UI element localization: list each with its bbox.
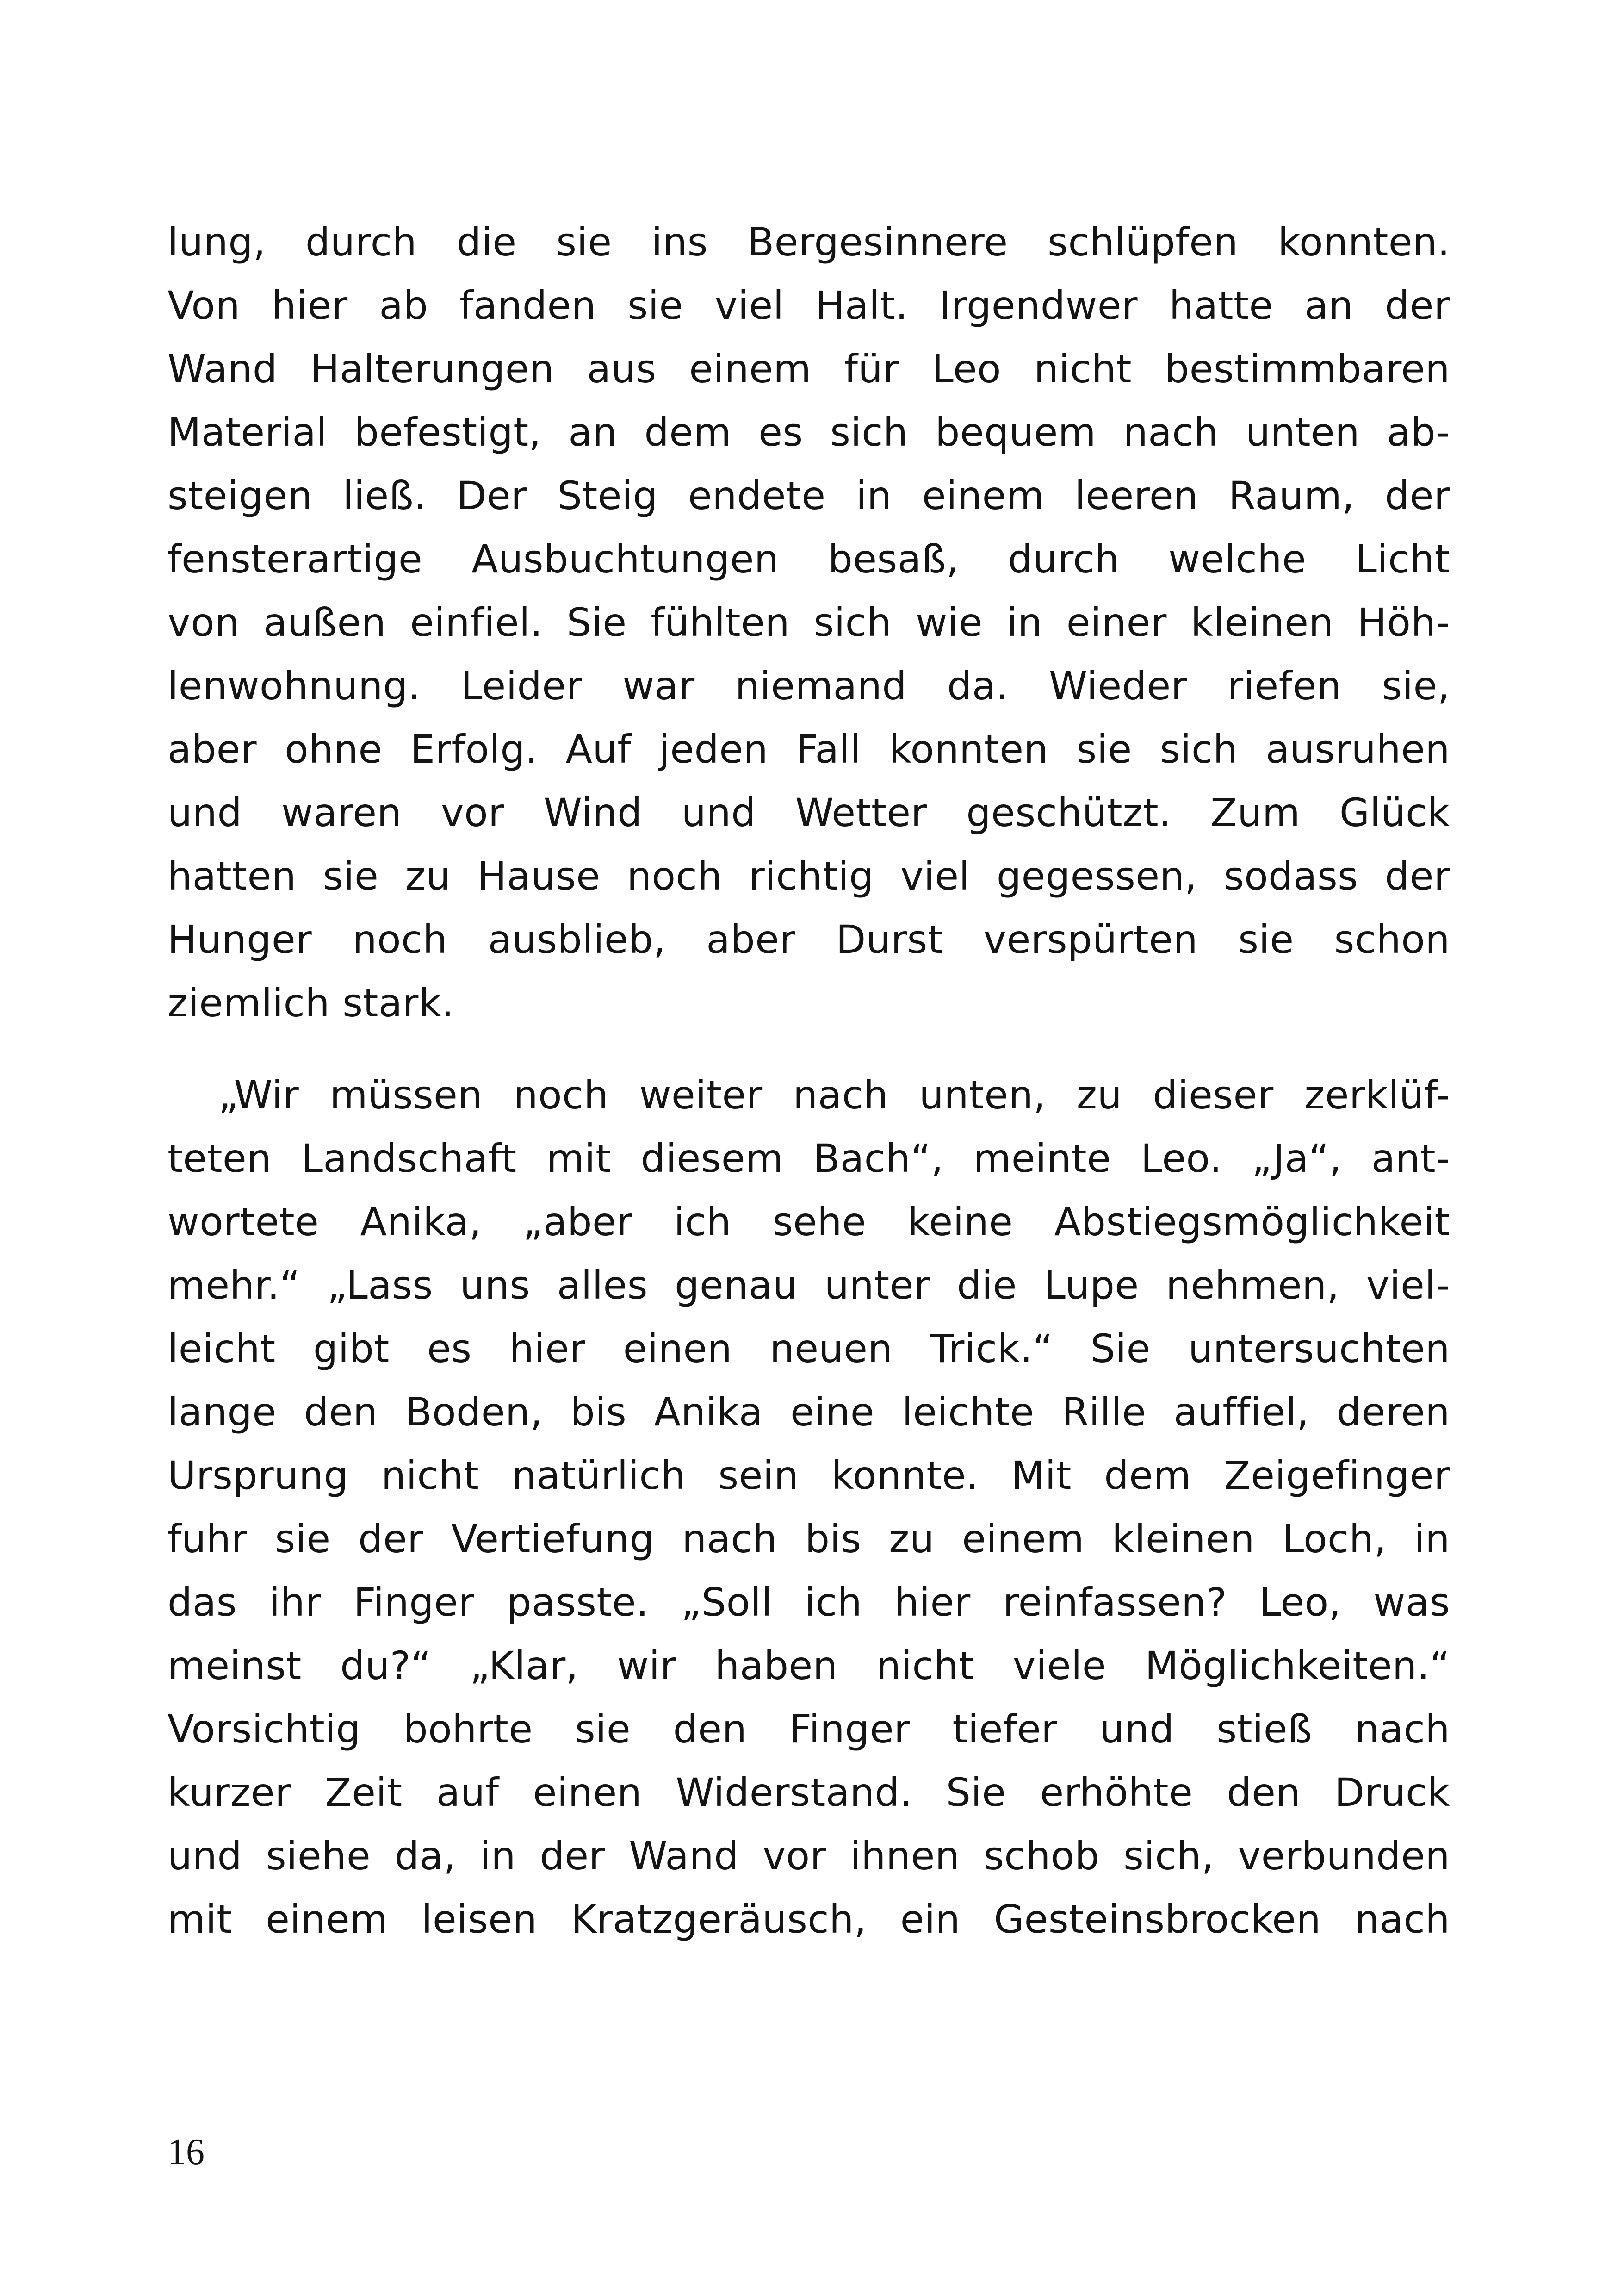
page-number: 16 [167,2132,205,2172]
text-block [167,211,1450,1951]
paragraph [167,1064,1450,1951]
text-line: lung, durch die sie ins Bergesinnere schlüpfen konnten. [167,219,1450,265]
text-line: „Wir müssen noch weiter nach unten, zu dieser zerklüf- [218,1072,1450,1118]
text-line: fensterartige Ausbuchtungen besaß, durch welche Licht [167,536,1450,582]
text-line: Ursprung nicht natürlich sein konnte. Mit dem Zeigefinger [167,1453,1450,1498]
text-line: Vorsichtig bohrte sie den Finger tiefer und stieß nach [167,1706,1450,1752]
text-line: hatten sie zu Hause noch richtig viel gegessen, sodass der [167,853,1450,899]
paragraph [167,211,1450,1035]
text-line: Wand Halterungen aus einem für Leo nicht bestimmbaren [167,346,1450,392]
text-line: aber ohne Erfolg. Auf jeden Fall konnten sie sich ausruhen [167,727,1450,772]
text-line: ziemlich stark. [167,980,454,1026]
text-line: mit einem leisen Kratzgeräusch, ein Gesteinsbrocken nach [167,1897,1450,1942]
text-line: und siehe da, in der Wand vor ihnen schob sich, verbunden [167,1833,1450,1879]
text-line: teten Landschaft mit diesem Bach“, meinte Leo. „Ja“, ant- [167,1136,1450,1181]
text-line: meinst du?“ „Klar, wir haben nicht viele Möglichkeiten.“ [167,1643,1450,1688]
text-line: Material befestigt, an dem es sich bequem nach unten ab- [167,410,1450,455]
text-line: mehr.“ „Lass uns alles genau unter die Lupe nehmen, viel- [167,1263,1450,1308]
text-line: leicht gibt es hier einen neuen Trick.“ Sie untersuchten [167,1326,1450,1371]
text-line: steigen ließ. Der Steig endete in einem leeren Raum, der [167,473,1450,518]
text-line: von außen einfiel. Sie fühlten sich wie in einer kleinen Höh- [167,600,1450,645]
text-line: Von hier ab fanden sie viel Halt. Irgendwer hatte an der [167,283,1450,328]
text-line: wortete Anika, „aber ich sehe keine Abstiegsmöglichkeit [167,1199,1450,1244]
text-line: und waren vor Wind und Wetter geschützt. Zum Glück [167,790,1450,835]
text-line: das ihr Finger passte. „Soll ich hier reinfassen? Leo, was [167,1580,1450,1625]
text-line: Hunger noch ausblieb, aber Durst verspürten sie schon [167,917,1450,962]
text-line: lange den Boden, bis Anika eine leichte Rille auffiel, deren [167,1389,1450,1435]
text-line: kurzer Zeit auf einen Widerstand. Sie erhöhte den Druck [167,1770,1450,1815]
text-line: fuhr sie der Vertiefung nach bis zu einem kleinen Loch, in [167,1516,1450,1562]
text-line: lenwohnung. Leider war niemand da. Wieder riefen sie, [167,663,1450,709]
